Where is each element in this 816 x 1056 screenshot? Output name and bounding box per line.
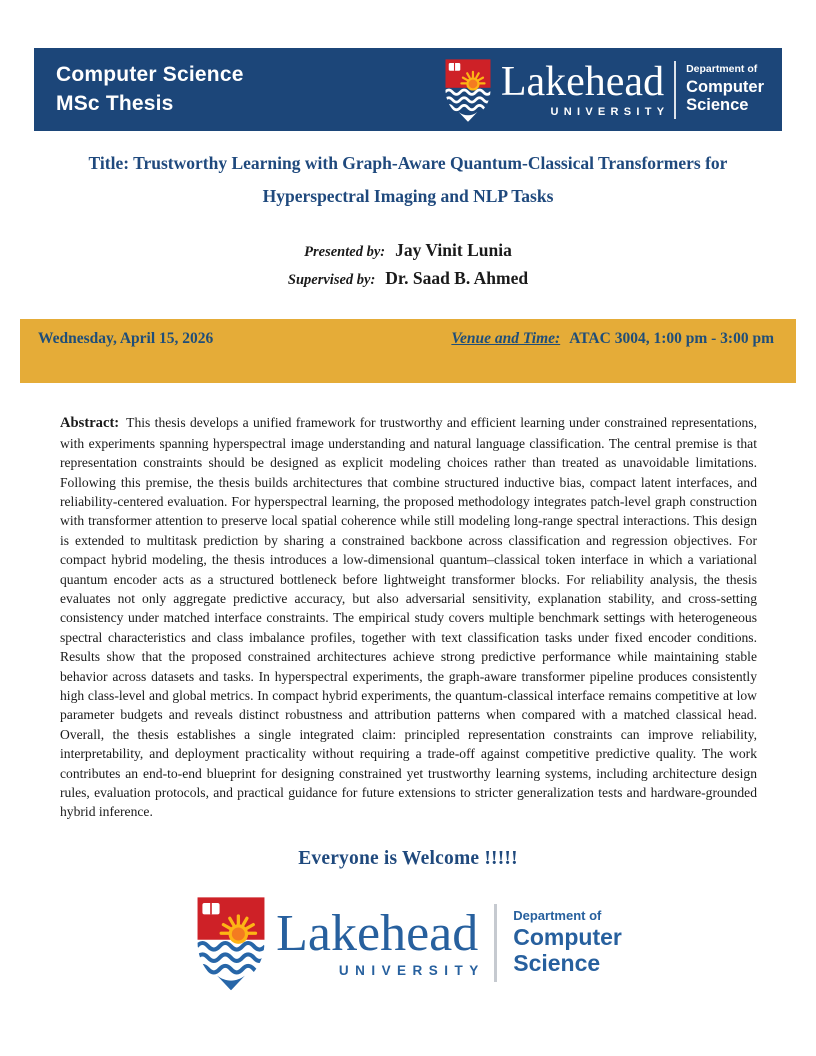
event-venue <box>451 330 774 348</box>
logo-divider <box>674 61 676 119</box>
lakehead-wordmark: Lakehead <box>500 59 665 105</box>
presented-by-label: Presented by: <box>304 243 386 260</box>
footer <box>0 894 816 992</box>
department-line2: Science <box>686 96 749 115</box>
department-line1: Computer <box>513 924 622 951</box>
department-line2: Science <box>513 950 601 977</box>
lakehead-wordmark: Lakehead <box>276 905 479 963</box>
logo-divider <box>494 904 497 982</box>
department-prefix: Department of <box>686 63 758 76</box>
lakehead-wordmark-block <box>500 59 670 118</box>
top-banner <box>34 48 782 131</box>
venue-time-value: ATAC 3004, 1:00 pm - 3:00 pm <box>569 330 774 348</box>
abstract-paragraph <box>60 413 757 822</box>
event-banner <box>20 319 796 383</box>
lakehead-shield-icon <box>194 894 268 992</box>
presented-by-line <box>0 236 816 265</box>
venue-time-label: Venue and Time: <box>451 330 561 348</box>
lakehead-logo-footer <box>194 894 622 992</box>
program-name: Computer Science <box>56 63 244 87</box>
abstract-body: This thesis develops a unified framework for trustworthy and efficient learning under constrained representations, with experiments spanning hyperspectral image understanding and natural language classification. The central premise is that representation constraints should be designed as explicit modeling choices rather than treated as unavoidable limitations. Following this premise, the thesis builds architectures that combine structured inductive bias, compact latent interfaces, and reliability-centered evaluation. For hyperspectral learning, the proposed methodology integrates patch-level graph construction with transformer attention to preserve local spatial coherence while still modeling long-range spectral interactions. This design is extended to multitask prediction by sharing a constrained backbone across classification and regression objectives. For compact hybrid modeling, the thesis introduces a low-dimensional quantum–classical token interface in which a variational quantum encoder acts as a structured bottleneck before lightweight transformer blocks. For reliability analysis, the thesis evaluates not only aggregate predictive accuracy, but also adversarial sensitivity, explanation stability, and cross-setting consistency under matched interface constraints. The empirical study covers multiple benchmark settings with heterogeneous spectral characteristics and class imbalance profiles, together with text classification tasks under fixed encoder conditions. Results show that the proposed constrained architectures achieve strong predictive performance while maintaining stable behavior across datasets and tasks. In hyperspectral experiments, the graph-aware transformer pipeline produces consistently high class-level and global metrics. In compact hybrid experiments, the quantum-classical interface remains competitive at low parameter budgets and reveals distinct robustness and attribution patterns when compared with a matched classical head. Overall, the thesis establishes a single integrated claim: principled representation constraints can improve reliability, interpretability, and deployment practicality without requiring a trade-off against competitive predictive quality. The work contributes an end-to-end blueprint for designing constrained yet trustworthy learning systems, including architecture design rules, evaluation protocols, and practical guidance for future extensions to stricter generalization tests and hardware-grounded hybrid inference. <box>60 415 757 820</box>
department-prefix: Department of <box>513 907 602 923</box>
department-block <box>513 909 622 977</box>
presenter-name: Jay Vinit Lunia <box>395 239 512 260</box>
lakehead-logo-header <box>443 57 764 123</box>
byline-block <box>0 236 816 294</box>
lakehead-university-text: UNIVERSITY <box>550 106 670 118</box>
event-date: Wednesday, April 15, 2026 <box>38 330 214 348</box>
thesis-type: MSc Thesis <box>56 91 174 115</box>
lakehead-wordmark-block <box>276 905 485 979</box>
lakehead-shield-icon <box>443 57 493 123</box>
abstract-label: Abstract: <box>60 415 120 432</box>
thesis-title: Title: Trustworthy Learning with Graph-Aware Quantum-Classical Transformers for Hyperspectral Imaging and NLP Tasks <box>88 153 728 207</box>
supervisor-name: Dr. Saad B. Ahmed <box>385 268 529 289</box>
department-block <box>686 64 764 115</box>
program-heading <box>56 61 244 118</box>
supervised-by-label: Supervised by: <box>287 272 376 289</box>
department-line1: Computer <box>686 77 764 96</box>
welcome-message: Everyone is Welcome !!!!! <box>298 847 518 869</box>
supervised-by-line <box>0 264 816 293</box>
lakehead-university-text: UNIVERSITY <box>338 963 485 979</box>
